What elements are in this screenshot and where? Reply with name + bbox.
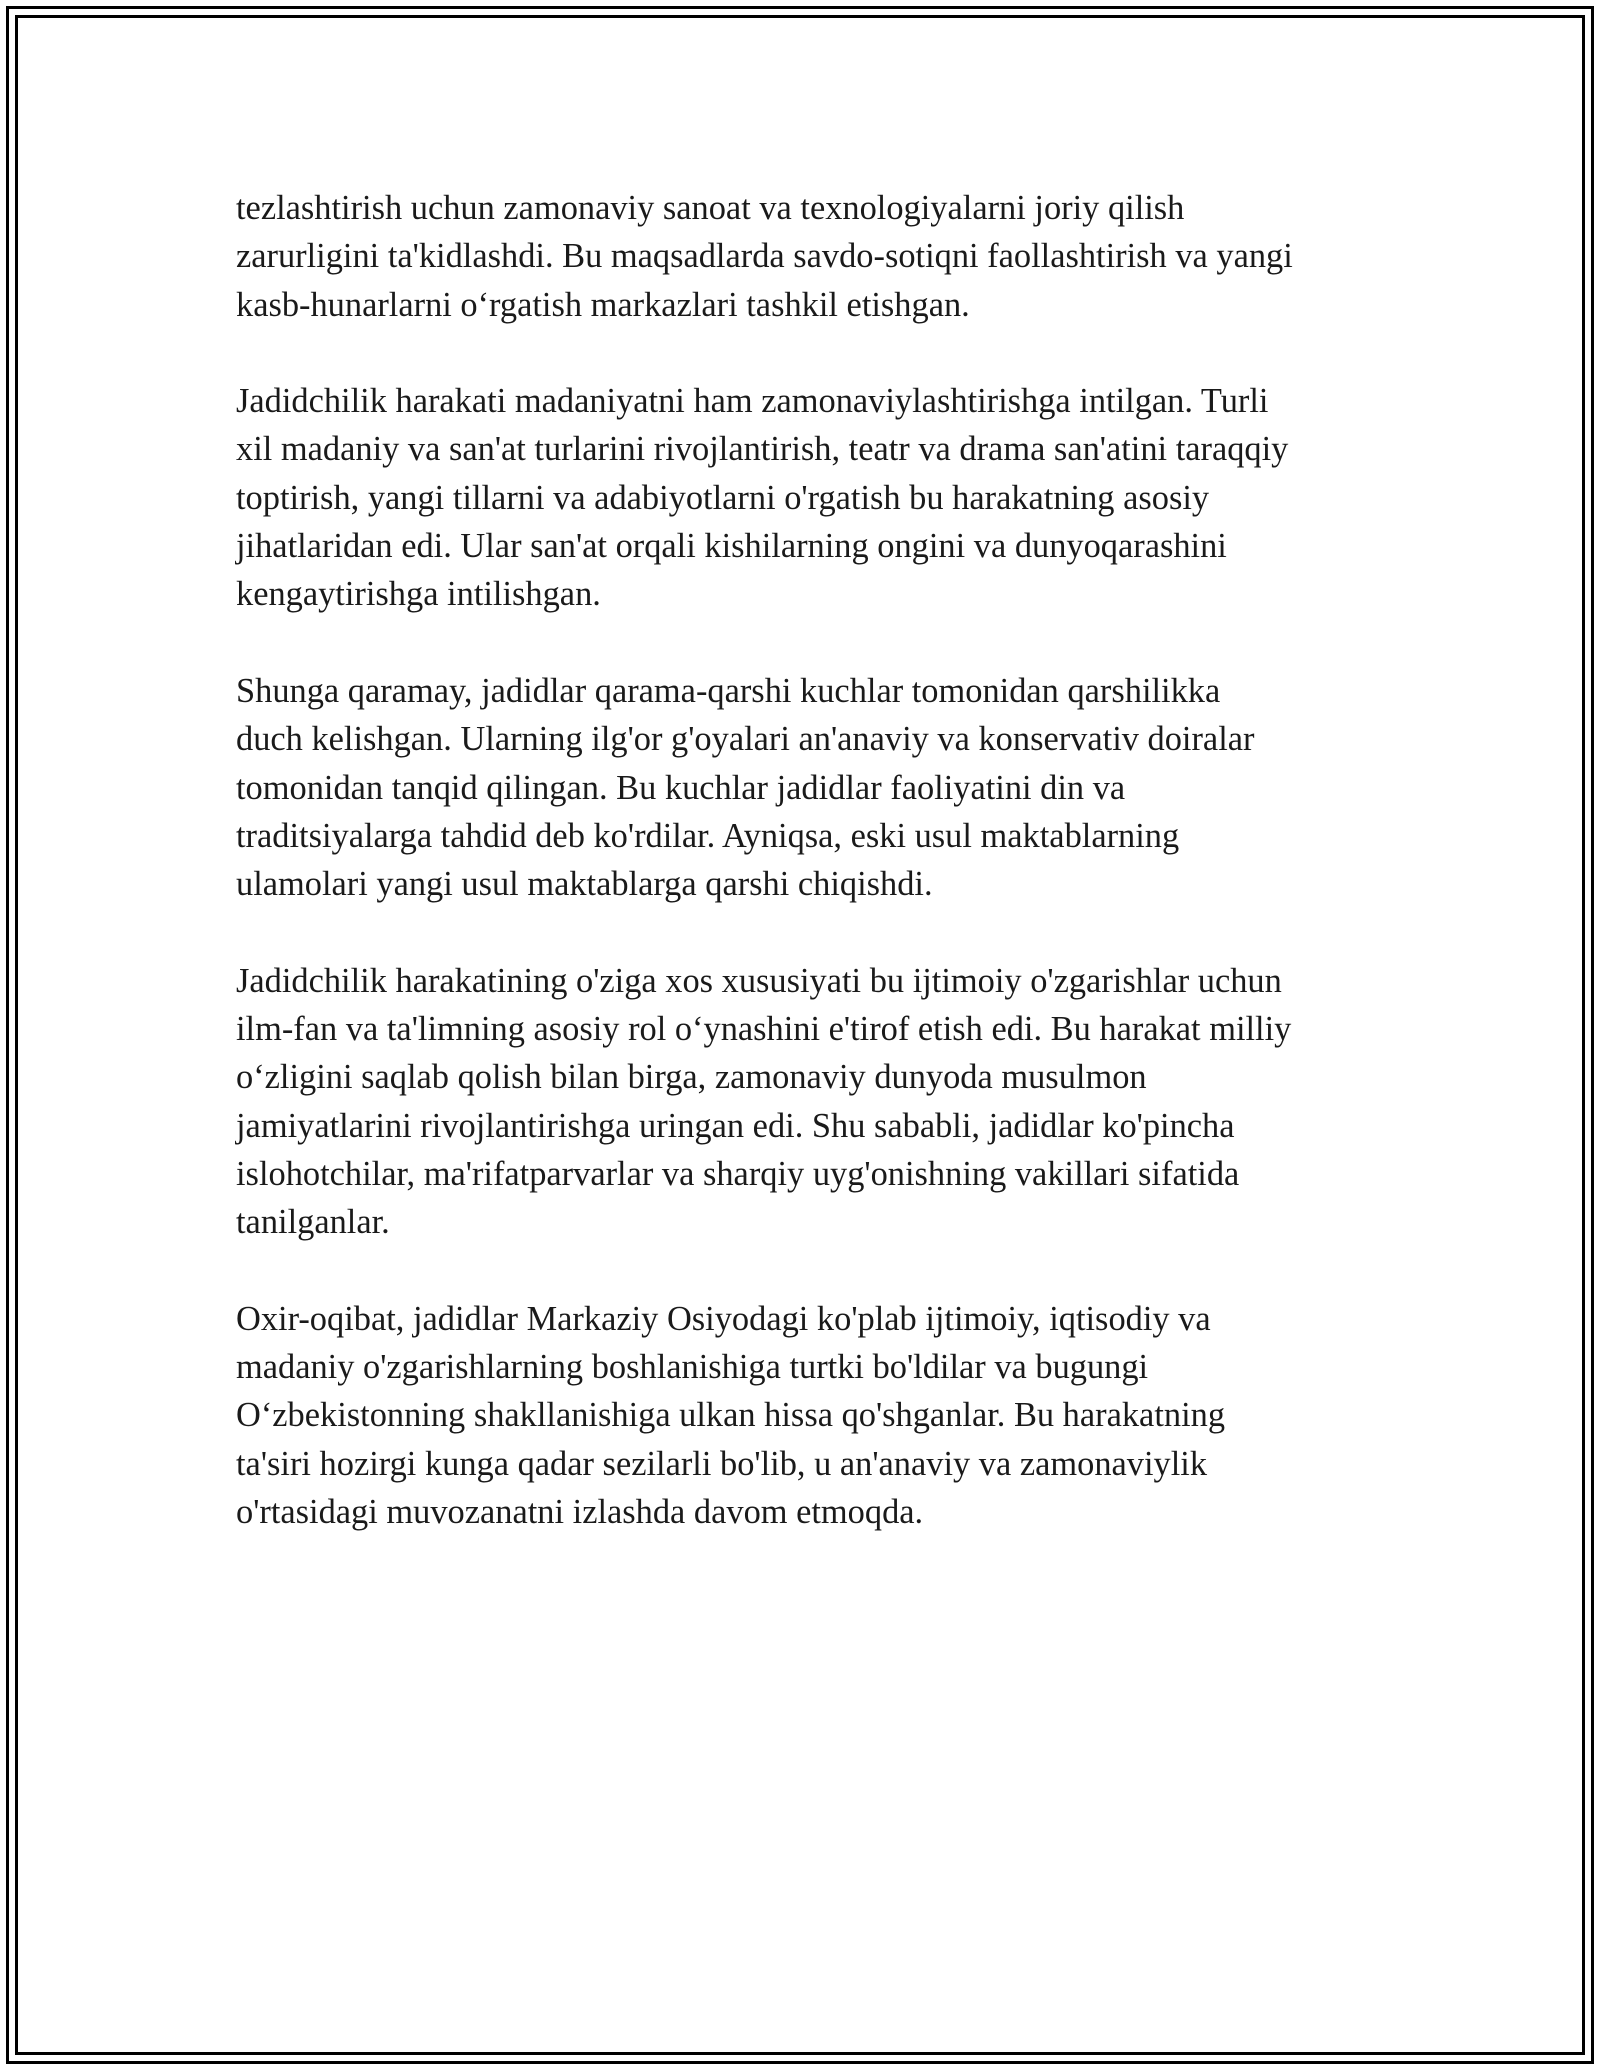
document-body: [236, 184, 1376, 1585]
text-line: ta'siri hozirgi kunga qadar sezilarli bo'lib, u an'anaviy va zamonaviylik: [236, 1444, 1208, 1483]
text-line: Jadidchilik harakati madaniyatni ham zamonaviylashtirishga intilgan. Turli: [236, 382, 1269, 421]
text-line: jihatlaridan edi. Ular san'at orqali kishilarning ongini va dunyoqarashini: [236, 527, 1227, 566]
text-line: tezlashtirish uchun zamonaviy sanoat va texnologiyalarni joriy qilish: [236, 189, 1185, 227]
text-line: kengaytirishga intilishgan.: [236, 575, 601, 614]
text-line: traditsiyalarga tahdid deb ko'rdilar. Ayniqsa, eski usul maktablarning: [236, 816, 1180, 855]
text-line: ilm-fan va ta'limning asosiy rol o‘ynashini e'tirof etish edi. Bu harakat milliy: [236, 1010, 1292, 1049]
text-line: Shunga qaramay, jadidlar qarama-qarshi kuchlar tomonidan qarshilikka: [236, 671, 1221, 710]
text-line: ulamolari yangi usul maktablarga qarshi chiqishdi.: [236, 865, 933, 904]
text-line: tanilganlar.: [236, 1203, 390, 1242]
text-line: toptirish, yangi tillarni va adabiyotlarni o'rgatish bu harakatning asosiy: [236, 478, 1210, 517]
paragraph-1: [236, 184, 1376, 329]
text-line: Jadidchilik harakatining o'ziga xos xususiyati bu ijtimoiy o'zgarishlar uchun: [236, 961, 1282, 1000]
text-line: O‘zbekistonning shakllanishiga ulkan hissa qo'shganlar. Bu harakatning: [236, 1396, 1226, 1435]
paragraph-3: [236, 667, 1376, 908]
text-line: islohotchilar, ma'rifatparvarlar va sharqiy uyg'onishning vakillari sifatida: [236, 1154, 1240, 1193]
paragraph-4: [236, 957, 1376, 1247]
paragraph-5: [236, 1295, 1376, 1536]
text-line: duch kelishgan. Ularning ilg'or g'oyalari an'anaviy va konservativ doiralar: [236, 720, 1255, 759]
text-line: kasb-hunarlarni o‘rgatish markazlari tashkil etishgan.: [236, 285, 970, 324]
text-line: tomonidan tanqid qilingan. Bu kuchlar jadidlar faoliyatini din va: [236, 768, 1126, 807]
text-line: o'rtasidagi muvozanatni izlashda davom etmoqda.: [236, 1493, 924, 1532]
text-line: Oxir-oqibat, jadidlar Markaziy Osiyodagi ko'plab ijtimoiy, iqtisodiy va: [236, 1299, 1211, 1338]
text-line: zarurligini ta'kidlashdi. Bu maqsadlarda savdo-sotiqni faollashtirish va yangi: [236, 237, 1293, 276]
text-line: o‘zligini saqlab qolish bilan birga, zamonaviy dunyoda musulmon: [236, 1058, 1147, 1097]
text-line: jamiyatlarini rivojlantirishga uringan edi. Shu sababli, jadidlar ko'pincha: [236, 1106, 1235, 1145]
paragraph-2: [236, 377, 1376, 618]
text-line: madaniy o'zgarishlarning boshlanishiga turtki bo'ldilar va bugungi: [236, 1348, 1149, 1387]
text-line: xil madaniy va san'at turlarini rivojlantirish, teatr va drama san'atini taraqqiy: [236, 430, 1289, 469]
